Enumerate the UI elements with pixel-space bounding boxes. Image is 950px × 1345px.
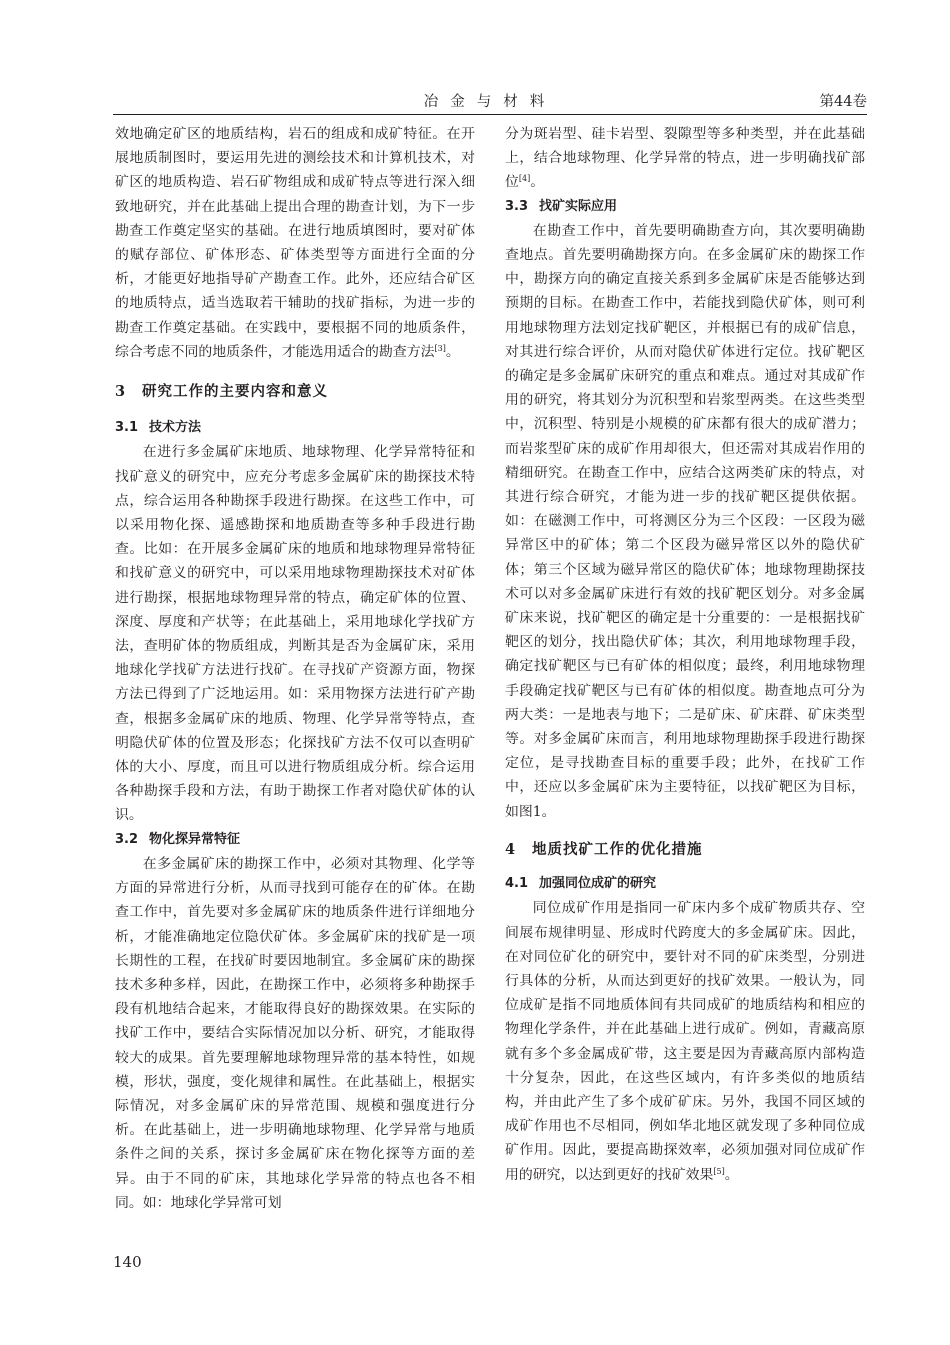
section-heading-3: 3 研究工作的主要内容和意义 bbox=[115, 383, 328, 401]
journal-title: 冶金与材料 bbox=[423, 94, 557, 110]
citation[interactable]: [3] bbox=[434, 343, 446, 353]
right-column bbox=[505, 122, 865, 1187]
page-header bbox=[113, 88, 867, 115]
subsection-heading-4-1: 4.1 加强同位成矿的研究 bbox=[505, 876, 657, 892]
paragraph-3-1: 在进行多金属矿床地质、地球物理、化学异常特征和找矿意义的研究中，应充分考虑多金属矿床的勘探技术特点，综合运用各种勘探手段进行勘探。在这些工作中，可以采用物化探、遥感勘探和地质勘查等多种手段进行勘查。比如：在开展多金属矿床的地质和地球物理异常特征和找矿意义的研究中，可以采用地球物理勘探技术对矿体进行勘探，根据地球物理异常的特点，确定矿体的位置、深度、厚度和产状等；在此基础上，采用地球化学找矿方法，查明矿体的物质组成，判断其是否为金属矿床，采用地球化学找矿方法进行找矿。在寻找矿产资源方面，物探方法已得到了广泛地运用。如：采用物探方法进行矿产勘查，根据多金属矿床的地质、物理、化学异常等特点，查明隐伏矿体的位置及形态；化探找矿方法不仅可以查明矿体的大小、厚度，而且可以进行物质组成分析。综合运用各种勘探手段和方法，有助于勘探工作者对隐伏矿体的认识。 bbox=[115, 444, 475, 824]
subsection-heading-3-1: 3.1 技术方法 bbox=[115, 420, 202, 436]
volume-label: 第44卷 bbox=[819, 94, 867, 110]
left-column bbox=[115, 122, 475, 1215]
section-heading-4: 4 地质找矿工作的优化措施 bbox=[505, 840, 703, 858]
page-number: 140 bbox=[113, 1253, 142, 1271]
paragraph-continued: 分为斑岩型、硅卡岩型、裂隙型等多种类型，并在此基础上，结合地球物理、化学异常的特点，进一步明确找矿部位[4]。 bbox=[505, 126, 865, 191]
subsection-heading-3-2: 3.2 物化探异常特征 bbox=[115, 831, 241, 847]
subsection-heading-3-3: 3.3 找矿实际应用 bbox=[505, 198, 618, 214]
citation[interactable]: [4] bbox=[518, 174, 531, 184]
paragraph-3-3: 在勘查工作中，首先要明确勘查方向，其次要明确勘查地点。首先要明确勘探方向。在多金属矿床的勘探工作中，勘探方向的确定直接关系到多金属矿床是否能够达到预期的目标。在勘查工作中，若能找到隐伏矿体，则可利用地球物理方法划定找矿靶区，并根据已有的成矿信息，对其进行综合评价，从而对隐伏矿体进行定位。找矿靶区的确定是多金属矿床研究的重点和难点。通过对其成矿作用的研究，将其划分为沉积型和岩浆型两类。在这些类型中，沉积型、特别是小规模的矿床都有很大的成矿潜力；而岩浆型矿床的成矿作用却很大，但还需对其成岩作用的精细研究。在勘查工作中，应结合这两类矿床的特点，对其进行综合研究，才能为进一步的找矿靶区提供依据。如：在磁测工作中，可将测区分为三个区段：一区段为磁异常区中的矿体；第二个区段为磁异常区以外的隐伏矿体；第三个区域为磁异常区的隐伏矿体；地球物理勘探技术可以对多金属矿床进行有效的找矿靶区划分。对多金属矿床来说，找矿靶区的确定是十分重要的：一是根据找矿靶区的划分，找出隐伏矿体；其次，利用地球物理手段，确定找矿靶区与已有矿体的相似度；最终，利用地球物理手段确定找矿靶区与已有矿体的相似度。勘查地点可分为两大类：一是地表与地下；二是矿床、矿床群、矿床类型等。对多金属矿床而言，利用地球物理勘探手段进行勘探定位，是寻找勘查目标的重要手段；此外，在找矿工作中，还应以多金属矿床为主要特征，以找矿靶区为目标，如图1。 bbox=[505, 222, 865, 820]
paragraph-3-2: 在多金属矿床的勘探工作中，必须对其物理、化学等方面的异常进行分析，从而寻找到可能存在的矿体。在勘查工作中，首先要对多金属矿床的地质条件进行详细地分析，才能准确地定位隐伏矿体。多金属矿床的找矿是一项长期性的工程，在找矿时要因地制宜。多金属矿床的勘探技术多种多样，因此，在勘探工作中，必须将多种勘探手段有机地结合起来，才能取得良好的勘探效果。在实际的找矿工作中，要结合实际情况加以分析、研究，才能取得较大的成果。首先要理解地球物理异常的基本特性，如规模，形状，强度，变化规律和属性。在此基础上，根据实际情况，对多金属矿床的异常范围、规模和强度进行分析。在此基础上，进一步明确地球物理、化学异常与地质条件之间的关系，探讨多金属矿床在物化探等方面的差异。由于不同的矿床，其地球化学异常的特点也各不相同。如：地球化学异常可划 bbox=[115, 855, 475, 1211]
paragraph-continued: 效地确定矿区的地质结构，岩石的组成和成矿特征。在开展地质制图时，要运用先进的测绘技术和计算机技术，对矿区的地质构造、岩石矿物组成和成矿特点等进行深入细致地研究，并在此基础上提出合理的勘查计划，为下一步勘查工作奠定坚实的基础。在进行地质填图时，要对矿体的赋存部位、矿体形态、矿体类型等方面进行全面的分析，才能更好地指导矿产勘查工作。此外，还应结合矿区的地质特点，适当选取若干辅助的找矿指标，为进一步的勘查工作奠定基础。在实践中，要根据不同的地质条件，综合考虑不同的地质条件，才能选用适合的勘查方法[3]。 bbox=[115, 126, 475, 360]
citation[interactable]: [5] bbox=[713, 1166, 725, 1176]
paragraph-4-1: 同位成矿作用是指同一矿床内多个成矿物质共存、空间展布规律明显、形成时代跨度大的多金属矿床。因此，在对同位矿化的研究中，要针对不同的矿床类型，分别进行具体的分析，从而达到更好的找矿效果。一般认为，同位成矿是指不同地质体间有共同成矿的地质结构和相应的物理化学条件，并在此基础上进行成矿。例如，青藏高原就有多个多金属成矿带，这主要是因为青藏高原内部构造十分复杂，因此，在这些区域内，有许多类似的地质结构，并由此产生了多个成矿矿床。另外，我国不同区域的成矿作用也不尽相同，例如华北地区就发现了多种同位成矿作用。因此，要提高勘探效率，必须加强对同位成矿作用的研究，以达到更好的找矿效果[5]。 bbox=[505, 900, 865, 1183]
